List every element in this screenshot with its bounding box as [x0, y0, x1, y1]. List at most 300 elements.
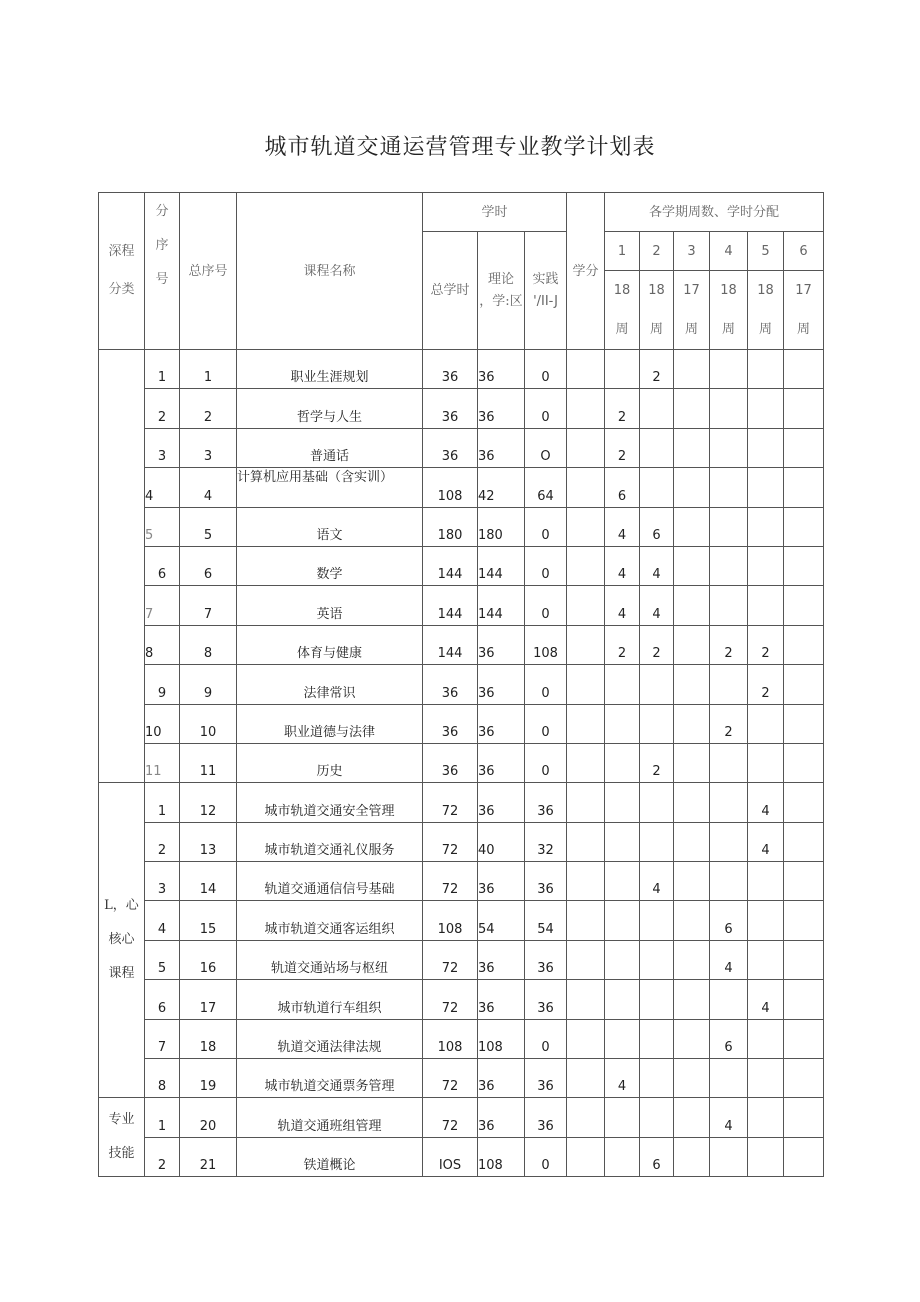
seq-total-cell: 5	[180, 507, 237, 546]
table-row	[99, 940, 824, 979]
seq-sub-cell: 11	[145, 743, 180, 782]
credit-cell	[567, 350, 605, 389]
semester-6-cell	[784, 862, 824, 901]
seq-sub-cell: 4	[145, 901, 180, 940]
semester-6-cell	[784, 822, 824, 861]
total-hours-cell: 36	[423, 389, 478, 428]
semester-3-cell	[674, 704, 710, 743]
theory-hours-cell: 36	[478, 743, 525, 782]
header-seq-total: 总序号	[180, 193, 237, 350]
course-name-cell: 数学	[237, 546, 423, 585]
semester-4-cell	[710, 428, 748, 467]
theory-hours-cell: 36	[478, 1059, 525, 1098]
practice-hours-cell: 36	[525, 783, 567, 822]
semester-4-cell	[710, 468, 748, 507]
semester-6-cell	[784, 546, 824, 585]
seq-total-cell: 10	[180, 704, 237, 743]
course-name-cell: 城市轨道交通票务管理	[237, 1059, 423, 1098]
seq-total-cell: 1	[180, 350, 237, 389]
semester-5-cell: 4	[748, 822, 784, 861]
semester-5-cell	[748, 389, 784, 428]
semester-6-cell	[784, 428, 824, 467]
semester-5-cell	[748, 940, 784, 979]
course-name-cell: 职业道德与法律	[237, 704, 423, 743]
credit-cell	[567, 507, 605, 546]
semester-6-cell	[784, 350, 824, 389]
semester-1-cell	[605, 822, 640, 861]
header-course-name: 课程名称	[237, 193, 423, 350]
header-credits: 学分	[567, 193, 605, 350]
credit-cell	[567, 1098, 605, 1137]
weeks-6-text: 17 周	[795, 283, 812, 337]
course-name-cell: 历史	[237, 743, 423, 782]
header-semester-3: 3	[674, 232, 710, 271]
seq-total-cell: 11	[180, 743, 237, 782]
practice-hours-cell: 0	[525, 389, 567, 428]
semester-4-cell	[710, 350, 748, 389]
semester-5-cell	[748, 704, 784, 743]
seq-sub-cell: 10	[145, 704, 180, 743]
header-seq-sub-3: 号	[155, 272, 169, 287]
theory-hours-cell: 144	[478, 546, 525, 585]
practice-hours-cell: 0	[525, 350, 567, 389]
semester-1-cell: 6	[605, 468, 640, 507]
header-semester-1: 1	[605, 232, 640, 271]
credit-cell	[567, 862, 605, 901]
table-row	[99, 546, 824, 585]
seq-sub-cell: 3	[145, 428, 180, 467]
table-body	[99, 193, 824, 1177]
header-semester-4: 4	[710, 232, 748, 271]
semester-4-cell	[710, 822, 748, 861]
semester-2-cell	[640, 1059, 674, 1098]
header-category	[99, 193, 145, 350]
practice-hours-cell: O	[525, 428, 567, 467]
semester-5-cell	[748, 468, 784, 507]
seq-total-cell: 2	[180, 389, 237, 428]
semester-4-cell: 2	[710, 704, 748, 743]
seq-sub-cell: 8	[145, 1059, 180, 1098]
seq-sub-cell: 2	[145, 1137, 180, 1176]
semester-1-cell: 4	[605, 1059, 640, 1098]
credit-cell	[567, 822, 605, 861]
theory-hours-cell: 36	[478, 428, 525, 467]
seq-sub-cell: 1	[145, 1098, 180, 1137]
course-name-cell: 城市轨道交通客运组织	[237, 901, 423, 940]
semester-5-cell	[748, 586, 784, 625]
header-seq-sub	[145, 193, 180, 350]
practice-hours-cell: 0	[525, 546, 567, 585]
semester-1-cell: 2	[605, 389, 640, 428]
header-hours-group: 学时	[423, 193, 567, 232]
course-name-cell: 城市轨道交通安全管理	[237, 783, 423, 822]
theory-hours-cell: 40	[478, 822, 525, 861]
course-name-cell: 法律常识	[237, 665, 423, 704]
practice-hours-cell: 32	[525, 822, 567, 861]
semester-2-cell	[640, 1098, 674, 1137]
weeks-5-text: 18 周	[757, 283, 774, 337]
semester-4-cell	[710, 743, 748, 782]
header-hours-total: 总学时	[423, 232, 478, 350]
semester-2-cell	[640, 940, 674, 979]
weeks-1-text: 18 周	[613, 283, 631, 337]
semester-3-cell	[674, 901, 710, 940]
semester-1-cell: 2	[605, 625, 640, 664]
semester-5-cell: 2	[748, 625, 784, 664]
total-hours-cell: 72	[423, 1059, 478, 1098]
semester-6-cell	[784, 743, 824, 782]
theory-hours-cell: 36	[478, 625, 525, 664]
semester-1-cell	[605, 862, 640, 901]
credit-cell	[567, 704, 605, 743]
theory-hours-cell: 36	[478, 350, 525, 389]
semester-3-cell	[674, 940, 710, 979]
semester-1-cell	[605, 704, 640, 743]
seq-sub-cell: 6	[145, 546, 180, 585]
theory-hours-cell: 54	[478, 901, 525, 940]
header-hours-theory-text: 理论 ，学:区	[479, 271, 523, 309]
practice-hours-cell: 54	[525, 901, 567, 940]
practice-hours-cell: 0	[525, 1019, 567, 1058]
credit-cell	[567, 1137, 605, 1176]
credit-cell	[567, 586, 605, 625]
semester-2-cell: 2	[640, 743, 674, 782]
semester-6-cell	[784, 1019, 824, 1058]
header-row	[99, 193, 824, 232]
semester-1-cell	[605, 665, 640, 704]
semester-4-cell: 4	[710, 940, 748, 979]
semester-6-cell	[784, 665, 824, 704]
table-row	[99, 625, 824, 664]
seq-total-cell: 6	[180, 546, 237, 585]
semester-5-cell	[748, 507, 784, 546]
header-semester-6: 6	[784, 232, 824, 271]
semester-1-cell	[605, 980, 640, 1019]
semester-2-cell	[640, 783, 674, 822]
table-row	[99, 822, 824, 861]
theory-hours-cell: 36	[478, 389, 525, 428]
header-seq-sub-1: 分	[155, 204, 169, 219]
semester-2-cell	[640, 389, 674, 428]
total-hours-cell: 144	[423, 625, 478, 664]
header-weeks-2	[640, 271, 674, 350]
course-name-cell: 轨道交通站场与枢纽	[237, 940, 423, 979]
semester-2-cell	[640, 1019, 674, 1058]
semester-2-cell	[640, 901, 674, 940]
semester-2-cell: 2	[640, 625, 674, 664]
seq-total-cell: 20	[180, 1098, 237, 1137]
semester-2-cell	[640, 980, 674, 1019]
semester-2-cell	[640, 822, 674, 861]
semester-6-cell	[784, 940, 824, 979]
semester-1-cell: 2	[605, 428, 640, 467]
total-hours-cell: 72	[423, 783, 478, 822]
seq-total-cell: 8	[180, 625, 237, 664]
semester-6-cell	[784, 704, 824, 743]
total-hours-cell: 72	[423, 1098, 478, 1137]
weeks-2-text: 18 周	[648, 283, 665, 337]
semester-1-cell	[605, 783, 640, 822]
theory-hours-cell: 180	[478, 507, 525, 546]
header-seq-sub-2: 序	[155, 238, 169, 253]
credit-cell	[567, 1059, 605, 1098]
semester-2-cell: 4	[640, 586, 674, 625]
practice-hours-cell: 36	[525, 1059, 567, 1098]
semester-3-cell	[674, 625, 710, 664]
seq-sub-cell: 6	[145, 980, 180, 1019]
theory-hours-cell: 42	[478, 468, 525, 507]
semester-6-cell	[784, 901, 824, 940]
table-row	[99, 704, 824, 743]
theory-hours-cell: 36	[478, 704, 525, 743]
semester-3-cell	[674, 862, 710, 901]
seq-sub-cell: 5	[145, 940, 180, 979]
course-name-cell: 城市轨道行车组织	[237, 980, 423, 1019]
semester-3-cell	[674, 980, 710, 1019]
semester-3-cell	[674, 389, 710, 428]
semester-4-cell	[710, 783, 748, 822]
header-weeks-6	[784, 271, 824, 350]
credit-cell	[567, 783, 605, 822]
semester-4-cell	[710, 1137, 748, 1176]
semester-1-cell: 4	[605, 507, 640, 546]
practice-hours-cell: 108	[525, 625, 567, 664]
total-hours-cell: 108	[423, 901, 478, 940]
semester-6-cell	[784, 783, 824, 822]
total-hours-cell: 36	[423, 743, 478, 782]
semester-5-cell	[748, 350, 784, 389]
total-hours-cell: 108	[423, 468, 478, 507]
semester-3-cell	[674, 350, 710, 389]
course-name-cell: 哲学与人生	[237, 389, 423, 428]
credit-cell	[567, 980, 605, 1019]
semester-1-cell	[605, 743, 640, 782]
semester-3-cell	[674, 1098, 710, 1137]
table-row	[99, 1059, 824, 1098]
course-name-cell: 普通话	[237, 428, 423, 467]
total-hours-cell: 36	[423, 428, 478, 467]
credit-cell	[567, 1019, 605, 1058]
semester-1-cell	[605, 940, 640, 979]
theory-hours-cell: 108	[478, 1019, 525, 1058]
weeks-4-text: 18 周	[720, 283, 737, 337]
semester-3-cell	[674, 1059, 710, 1098]
table-row	[99, 901, 824, 940]
table-row	[99, 1137, 824, 1176]
seq-sub-cell: 2	[145, 822, 180, 861]
semester-4-cell	[710, 507, 748, 546]
credit-cell	[567, 940, 605, 979]
seq-total-cell: 12	[180, 783, 237, 822]
semester-2-cell	[640, 665, 674, 704]
credit-cell	[567, 428, 605, 467]
semester-5-cell	[748, 1059, 784, 1098]
seq-sub-cell: 9	[145, 665, 180, 704]
practice-hours-cell: 64	[525, 468, 567, 507]
semester-3-cell	[674, 822, 710, 861]
table-row	[99, 1019, 824, 1058]
table-row	[99, 586, 824, 625]
semester-3-cell	[674, 1137, 710, 1176]
seq-total-cell: 13	[180, 822, 237, 861]
table-row	[99, 428, 824, 467]
practice-hours-cell: 0	[525, 507, 567, 546]
seq-total-cell: 4	[180, 468, 237, 507]
semester-2-cell	[640, 428, 674, 467]
table-row	[99, 507, 824, 546]
total-hours-cell: IOS	[423, 1137, 478, 1176]
seq-sub-cell: 1	[145, 783, 180, 822]
semester-1-cell: 4	[605, 546, 640, 585]
seq-sub-cell: 3	[145, 862, 180, 901]
course-name-cell: 职业生涯规划	[237, 350, 423, 389]
semester-6-cell	[784, 980, 824, 1019]
table-row	[99, 665, 824, 704]
semester-4-cell	[710, 665, 748, 704]
seq-total-cell: 14	[180, 862, 237, 901]
total-hours-cell: 108	[423, 1019, 478, 1058]
course-name-cell: 轨道交通法律法规	[237, 1019, 423, 1058]
header-semester-2: 2	[640, 232, 674, 271]
semester-1-cell: 4	[605, 586, 640, 625]
total-hours-cell: 72	[423, 862, 478, 901]
header-hours-theory	[478, 232, 525, 350]
semester-3-cell	[674, 1019, 710, 1058]
course-name-cell: 体育与健康	[237, 625, 423, 664]
seq-sub-cell: 1	[145, 350, 180, 389]
practice-hours-cell: 36	[525, 862, 567, 901]
header-weeks-5	[748, 271, 784, 350]
semester-6-cell	[784, 389, 824, 428]
teaching-plan-table	[98, 192, 824, 1177]
table-row	[99, 468, 824, 507]
semester-3-cell	[674, 743, 710, 782]
semester-5-cell	[748, 1019, 784, 1058]
table-row	[99, 862, 824, 901]
seq-sub-cell: 7	[145, 1019, 180, 1058]
semester-4-cell	[710, 389, 748, 428]
total-hours-cell: 144	[423, 546, 478, 585]
course-name-cell: 轨道交通通信信号基础	[237, 862, 423, 901]
header-hours-practice	[525, 232, 567, 350]
weeks-3-text: 17 周	[683, 283, 700, 337]
header-semester-group: 各学期周数、学时分配	[605, 193, 824, 232]
theory-hours-cell: 36	[478, 980, 525, 1019]
seq-sub-cell: 5	[145, 507, 180, 546]
semester-6-cell	[784, 625, 824, 664]
semester-3-cell	[674, 586, 710, 625]
semester-5-cell: 4	[748, 783, 784, 822]
category-cell: 专业 技能	[99, 1098, 145, 1177]
practice-hours-cell: 0	[525, 1137, 567, 1176]
seq-sub-cell: 4	[145, 468, 180, 507]
practice-hours-cell: 36	[525, 940, 567, 979]
theory-hours-cell: 36	[478, 862, 525, 901]
total-hours-cell: 36	[423, 665, 478, 704]
semester-5-cell	[748, 743, 784, 782]
semester-6-cell	[784, 468, 824, 507]
practice-hours-cell: 0	[525, 665, 567, 704]
practice-hours-cell: 0	[525, 704, 567, 743]
header-hours-practice-text: 实践 '/II-J	[532, 271, 559, 309]
semester-2-cell	[640, 468, 674, 507]
credit-cell	[567, 468, 605, 507]
seq-total-cell: 19	[180, 1059, 237, 1098]
total-hours-cell: 144	[423, 586, 478, 625]
practice-hours-cell: 0	[525, 743, 567, 782]
semester-1-cell	[605, 1137, 640, 1176]
header-weeks-1	[605, 271, 640, 350]
semester-3-cell	[674, 428, 710, 467]
semester-2-cell: 6	[640, 507, 674, 546]
credit-cell	[567, 546, 605, 585]
semester-3-cell	[674, 468, 710, 507]
theory-hours-cell: 36	[478, 1098, 525, 1137]
semester-2-cell: 6	[640, 1137, 674, 1176]
semester-5-cell	[748, 1098, 784, 1137]
semester-1-cell	[605, 1019, 640, 1058]
theory-hours-cell: 36	[478, 665, 525, 704]
semester-6-cell	[784, 1137, 824, 1176]
course-name-cell: 城市轨道交通礼仪服务	[237, 822, 423, 861]
course-name-cell: 铁道概论	[237, 1137, 423, 1176]
seq-total-cell: 21	[180, 1137, 237, 1176]
semester-6-cell	[784, 507, 824, 546]
semester-6-cell	[784, 586, 824, 625]
semester-3-cell	[674, 665, 710, 704]
semester-5-cell	[748, 862, 784, 901]
semester-6-cell	[784, 1059, 824, 1098]
page-title: 城市轨道交通运营管理专业教学计划表	[264, 135, 656, 160]
category-cell: L，心 核心 课程	[99, 783, 145, 1098]
semester-4-cell	[710, 1059, 748, 1098]
header-weeks-3	[674, 271, 710, 350]
semester-4-cell: 4	[710, 1098, 748, 1137]
total-hours-cell: 72	[423, 940, 478, 979]
semester-5-cell	[748, 1137, 784, 1176]
table-row	[99, 743, 824, 782]
total-hours-cell: 72	[423, 822, 478, 861]
semester-6-cell	[784, 1098, 824, 1137]
credit-cell	[567, 743, 605, 782]
semester-4-cell: 6	[710, 901, 748, 940]
seq-total-cell: 15	[180, 901, 237, 940]
category-cell	[99, 350, 145, 783]
credit-cell	[567, 389, 605, 428]
semester-4-cell	[710, 546, 748, 585]
table-row	[99, 980, 824, 1019]
practice-hours-cell: 0	[525, 586, 567, 625]
semester-2-cell: 2	[640, 350, 674, 389]
semester-5-cell: 4	[748, 980, 784, 1019]
credit-cell	[567, 665, 605, 704]
semester-4-cell	[710, 586, 748, 625]
seq-total-cell: 16	[180, 940, 237, 979]
seq-total-cell: 17	[180, 980, 237, 1019]
course-name-cell: 英语	[237, 586, 423, 625]
credit-cell	[567, 625, 605, 664]
seq-sub-cell: 7	[145, 586, 180, 625]
header-semester-5: 5	[748, 232, 784, 271]
practice-hours-cell: 36	[525, 1098, 567, 1137]
semester-4-cell	[710, 862, 748, 901]
semester-4-cell	[710, 980, 748, 1019]
total-hours-cell: 36	[423, 704, 478, 743]
total-hours-cell: 72	[423, 980, 478, 1019]
course-name-cell: 轨道交通班组管理	[237, 1098, 423, 1137]
semester-3-cell	[674, 783, 710, 822]
table-row	[99, 1098, 824, 1137]
